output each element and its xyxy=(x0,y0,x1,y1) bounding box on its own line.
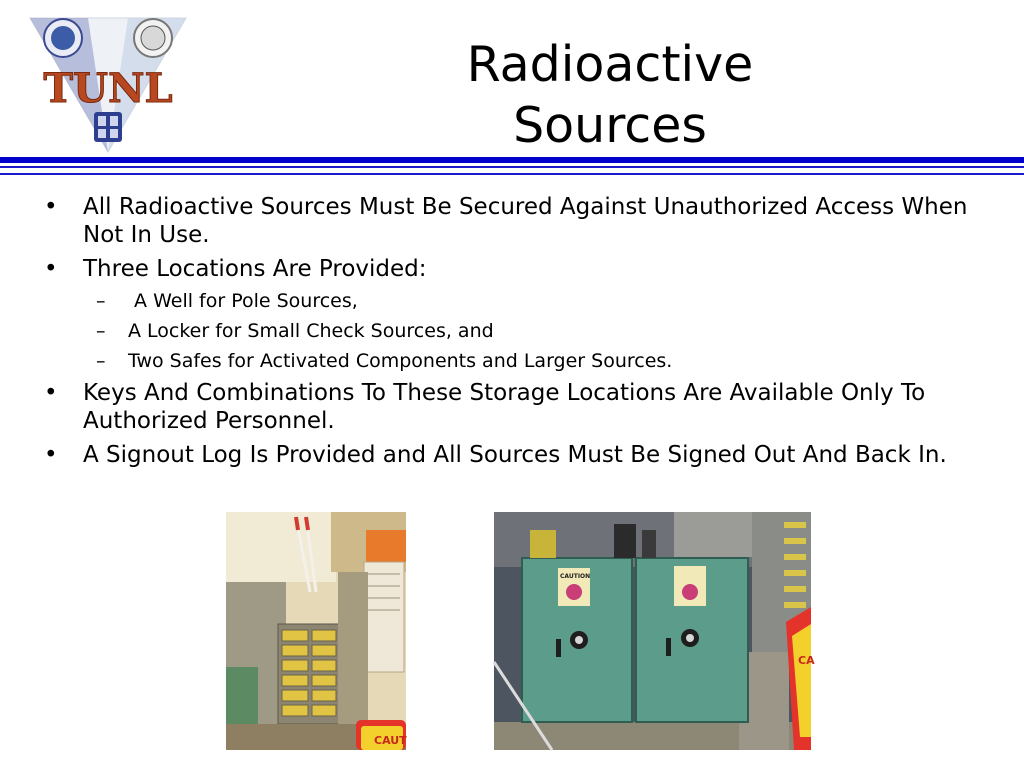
photo2-caution-sign: CA xyxy=(798,654,815,667)
header-rule-thick xyxy=(0,157,1024,163)
sub-item xyxy=(40,319,1000,343)
sub-dash: – xyxy=(96,320,106,342)
slide-title xyxy=(400,34,820,156)
bullet-item xyxy=(40,379,1000,435)
bullet-dot: • xyxy=(44,442,58,468)
bullet-dot: • xyxy=(44,256,58,282)
tunl-logo xyxy=(28,16,188,154)
bullet-text: Three Locations Are Provided: xyxy=(83,256,427,282)
svg-text:TUNL: TUNL xyxy=(43,65,173,112)
bullet-item xyxy=(40,255,1000,283)
title-line-1: Radioactive xyxy=(466,36,754,93)
bullet-text: A Signout Log Is Provided and All Sources Must Be Signed Out And Back In. xyxy=(83,442,947,468)
bullet-item xyxy=(40,441,1000,469)
sub-item-text: A Well for Pole Sources, xyxy=(128,290,358,312)
header-rule-thin-1 xyxy=(0,166,1024,168)
bullet-dot: • xyxy=(44,194,58,220)
sub-item xyxy=(40,289,1000,313)
bullet-text: Keys And Combinations To These Storage Locations Are Available Only To Authorized Personnel. xyxy=(83,380,926,434)
bullet-list xyxy=(40,193,1000,475)
bullet-text: All Radioactive Sources Must Be Secured Against Unauthorized Access When Not In Use. xyxy=(83,194,968,248)
sub-item-text: A Locker for Small Check Sources, and xyxy=(128,320,494,342)
sub-item-text: Two Safes for Activated Components and Larger Sources. xyxy=(128,350,673,372)
sub-item xyxy=(40,349,1000,373)
bullet-item xyxy=(40,193,1000,249)
sub-dash: – xyxy=(96,290,106,312)
header-rule-thin-2 xyxy=(0,173,1024,175)
safes-photo xyxy=(494,512,815,750)
sub-dash: – xyxy=(96,350,106,372)
title-line-2: Sources xyxy=(513,97,707,154)
bullet-dot: • xyxy=(44,380,58,406)
photo2-caution-label: CAUTION xyxy=(560,573,591,580)
locker-photo xyxy=(226,512,406,750)
photo1-caution-sign: CAUT xyxy=(374,734,407,747)
